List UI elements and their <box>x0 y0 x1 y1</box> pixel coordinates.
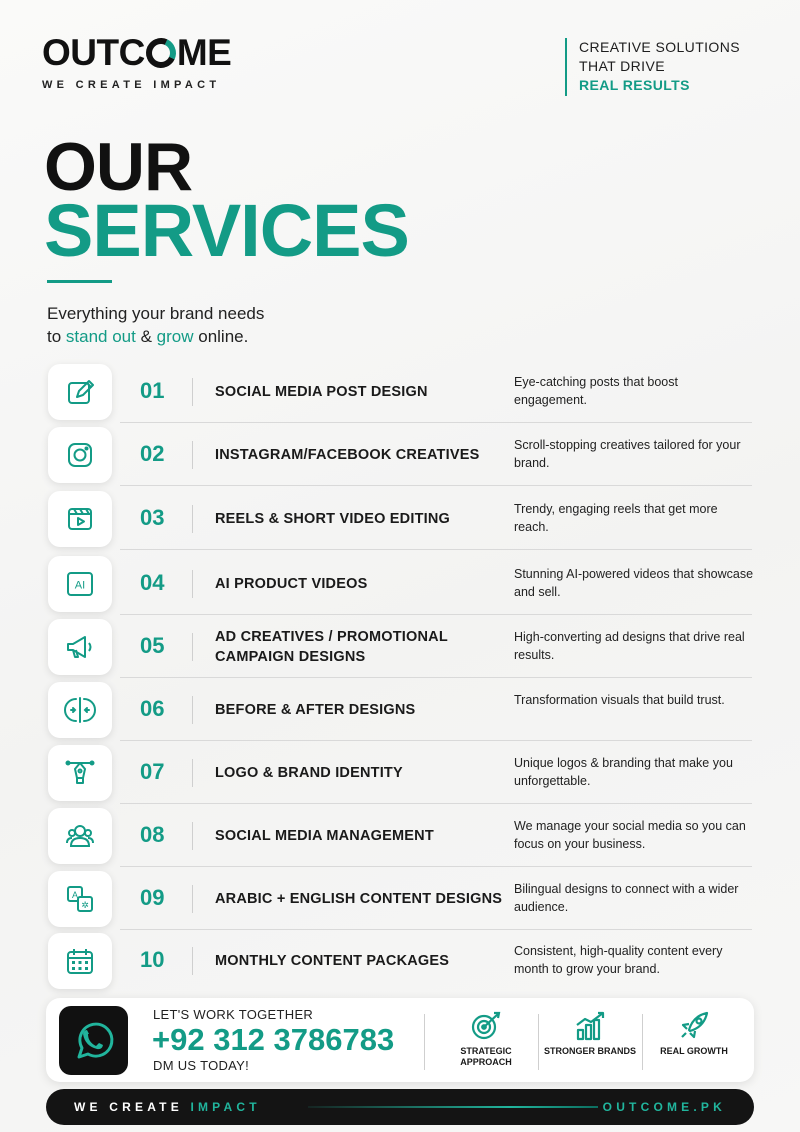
feature-label: REAL GROWTH <box>660 1046 728 1056</box>
service-description: High-converting ad designs that drive real results. <box>514 630 745 662</box>
website-link[interactable]: OUTCOME.PK <box>602 1100 726 1114</box>
service-row-06 <box>46 678 756 740</box>
logo-wordmark <box>42 34 231 71</box>
slogan-line-3: REAL RESULTS <box>579 77 690 93</box>
service-name: AD CREATIVES / PROMOTIONAL CAMPAIGN DESIGNS <box>215 629 448 665</box>
service-number: 10 <box>140 947 165 972</box>
subtitle-to: to <box>47 327 66 346</box>
service-row-04 <box>46 552 756 614</box>
row-divider <box>120 549 752 550</box>
calendar-icon <box>48 933 112 989</box>
service-number: 05 <box>140 633 165 658</box>
edit-icon <box>48 364 112 420</box>
service-name: MONTHLY CONTENT PACKAGES <box>215 953 450 969</box>
logo-text-start: OUTC <box>42 32 145 73</box>
service-name: LOGO & BRAND IDENTITY <box>215 765 403 781</box>
subtitle-amp: & <box>135 327 157 346</box>
contact-box <box>46 998 754 1082</box>
feature-label: STRATEGIC APPROACH <box>460 1046 512 1067</box>
slogan-line-2: THAT DRIVE <box>579 58 665 74</box>
feature-brands <box>540 1010 640 1057</box>
ai-icon <box>48 556 112 612</box>
service-number: 03 <box>140 505 165 530</box>
footer-tagline <box>74 1100 261 1114</box>
service-number: 07 <box>140 759 165 784</box>
logo-o-ring-icon <box>142 33 180 71</box>
service-description: Consistent, high-quality content every month to grow your brand. <box>514 944 723 976</box>
row-divider <box>120 485 752 486</box>
service-row-05 <box>46 615 756 677</box>
footer-tagline-accent: IMPACT <box>190 1100 261 1114</box>
divider <box>192 378 193 406</box>
divider <box>192 696 193 724</box>
service-row-09 <box>46 867 756 929</box>
page-title-services: SERVICES <box>44 189 409 272</box>
service-row-02 <box>46 423 756 485</box>
service-name: AI PRODUCT VIDEOS <box>215 576 368 592</box>
phone-number[interactable]: +92 312 3786783 <box>152 1022 395 1057</box>
divider <box>424 1014 425 1070</box>
divider <box>192 570 193 598</box>
growth-chart-icon <box>540 1010 640 1042</box>
video-icon <box>48 491 112 547</box>
service-name: BEFORE & AFTER DESIGNS <box>215 702 416 718</box>
compare-icon <box>48 682 112 738</box>
service-description: We manage your social media so you can focus on your business. <box>514 819 746 851</box>
service-description: Scroll-stopping creatives tailored for your brand. <box>514 438 741 470</box>
instagram-icon <box>48 427 112 483</box>
service-number: 06 <box>140 696 165 721</box>
divider <box>192 885 193 913</box>
feature-label: STRONGER BRANDS <box>543 1046 636 1056</box>
divider <box>192 441 193 469</box>
brand-logo <box>42 34 231 91</box>
service-number: 08 <box>140 822 165 847</box>
service-name: ARABIC + ENGLISH CONTENT DESIGNS <box>215 891 503 907</box>
svg-text:A: A <box>71 890 79 900</box>
rocket-icon <box>644 1010 744 1042</box>
subtitle-stand-out: stand out <box>65 327 136 346</box>
service-name: SOCIAL MEDIA POST DESIGN <box>215 384 428 400</box>
service-row-03 <box>46 487 756 549</box>
footer-line <box>308 1106 598 1108</box>
service-row-10 <box>46 929 756 991</box>
service-description: Eye-catching posts that boost engagement. <box>514 375 678 407</box>
service-description: Trendy, engaging reels that get more reach. <box>514 502 718 534</box>
service-number: 09 <box>140 885 165 910</box>
service-number: 04 <box>140 570 165 595</box>
pen-tool-icon <box>48 745 112 801</box>
feature-growth <box>644 1010 744 1057</box>
divider <box>192 822 193 850</box>
service-name: REELS & SHORT VIDEO EDITING <box>215 511 451 527</box>
whatsapp-icon[interactable] <box>59 1006 128 1075</box>
divider <box>192 947 193 975</box>
subtitle-grow: grow <box>156 327 194 346</box>
service-number: 01 <box>140 378 165 403</box>
divider <box>642 1014 643 1070</box>
service-description: Unique logos & branding that make you unforgettable. <box>514 756 733 788</box>
service-row-01 <box>46 360 756 422</box>
service-description: Bilingual designs to connect with a wider audience. <box>514 882 739 914</box>
megaphone-icon <box>48 619 112 675</box>
page-title-our: OUR <box>44 129 193 205</box>
target-icon <box>436 1010 536 1042</box>
service-name: INSTAGRAM/FACEBOOK CREATIVES <box>215 447 480 463</box>
users-icon <box>48 808 112 864</box>
subtitle-end: online. <box>193 327 249 346</box>
subtitle-line-2 <box>47 325 264 348</box>
divider <box>192 633 193 661</box>
service-description: Stunning AI-powered videos that showcase and sell. <box>514 567 754 599</box>
divider <box>192 505 193 533</box>
slogan-line-1: CREATIVE SOLUTIONS <box>579 39 740 55</box>
service-name: SOCIAL MEDIA MANAGEMENT <box>215 828 434 844</box>
footer-tagline-start: WE CREATE <box>74 1100 191 1114</box>
footer-bar <box>46 1089 754 1125</box>
header-slogan <box>565 38 740 96</box>
subtitle-line-1: Everything your brand needs <box>47 304 265 323</box>
contact-cta: DM US TODAY! <box>153 1058 250 1073</box>
service-number: 02 <box>140 441 165 466</box>
contact-headline: LET'S WORK TOGETHER <box>153 1007 314 1022</box>
feature-strategic <box>436 1010 536 1068</box>
service-description: Transformation visuals that build trust. <box>514 693 725 707</box>
page-subtitle <box>47 302 264 348</box>
divider <box>538 1014 539 1070</box>
service-row-07 <box>46 741 756 803</box>
service-row-08 <box>46 804 756 866</box>
divider <box>192 759 193 787</box>
svg-text:AI: AI <box>74 579 86 592</box>
logo-tagline: WE CREATE IMPACT <box>42 79 221 91</box>
logo-text-end: ME <box>176 32 232 73</box>
title-underline <box>47 280 112 283</box>
svg-text:✲: ✲ <box>81 901 89 911</box>
translate-icon <box>48 871 112 927</box>
